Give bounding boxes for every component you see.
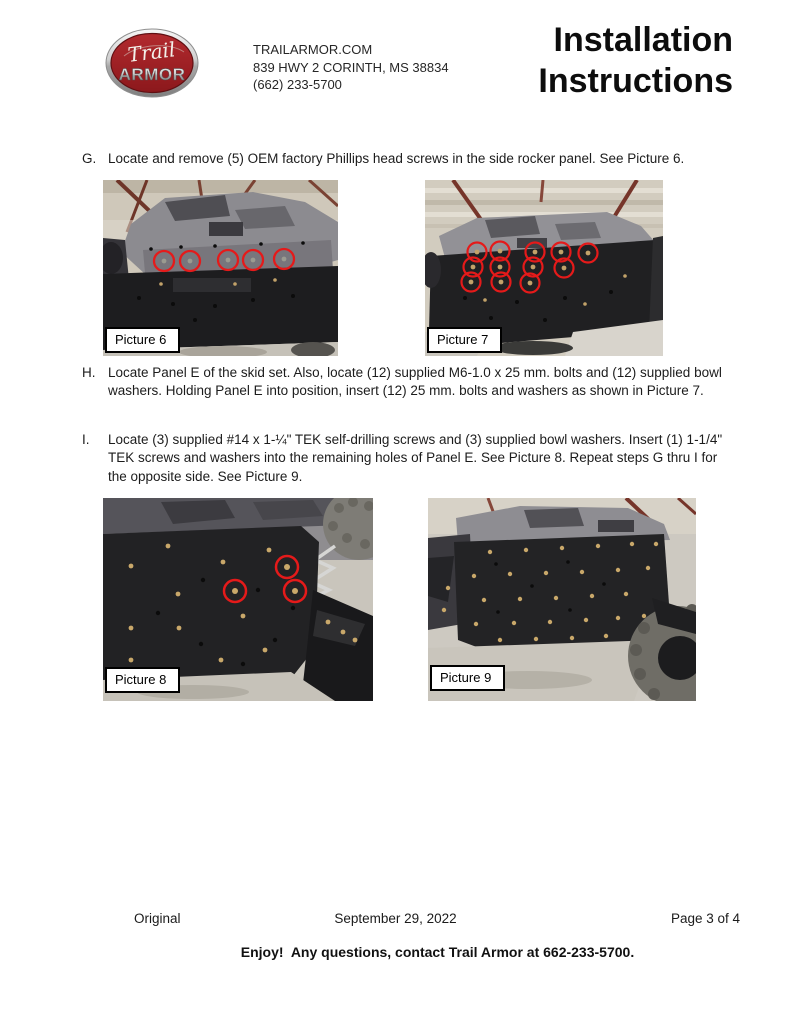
trail-armor-logo-icon — [104, 26, 200, 100]
picture-8-label: Picture 8 — [105, 667, 180, 693]
step-i — [82, 431, 734, 486]
company-contact-block — [253, 41, 449, 94]
step-g — [82, 150, 734, 168]
step-g-text: Locate and remove (5) OEM factory Phillips head screws in the side rocker panel. See Picture 6. — [108, 151, 685, 166]
footer-version: Original — [134, 911, 181, 926]
picture-6-label: Picture 6 — [105, 327, 180, 353]
picture-8-figure — [103, 498, 373, 701]
step-i-letter: I. — [82, 432, 90, 447]
footer-page-number: Page 3 of 4 — [670, 911, 740, 926]
page-title-line1: Installation — [553, 21, 733, 59]
logo-main-text: ARMOR — [118, 65, 186, 84]
picture-6-figure — [103, 180, 338, 356]
picture-7-figure — [425, 180, 663, 356]
company-address: 839 HWY 2 CORINTH, MS 38834 — [253, 59, 449, 75]
step-g-letter: G. — [82, 151, 97, 166]
picture-9-figure — [428, 498, 696, 701]
logo-script-text: Trail — [126, 37, 177, 67]
step-h — [82, 364, 734, 401]
step-h-letter: H. — [82, 365, 96, 380]
company-phone: (662) 233-5700 — [253, 77, 342, 92]
trail-armor-logo — [104, 26, 200, 100]
picture-9-label: Picture 9 — [430, 665, 505, 691]
page-title-line2: Instructions — [538, 62, 733, 100]
page-title — [538, 20, 733, 102]
step-h-text: Locate Panel E of the skid set. Also, locate (12) supplied M6-1.0 x 25 mm. bolts and (12) supplied bowl washers. Holding Panel E into position, insert (12) 25 mm. bolts and washers as shown in Picture 7. — [108, 365, 722, 399]
step-i-text: Locate (3) supplied #14 x 1-¼" TEK self-drilling screws and (3) supplied bowl washers. Insert (1) 1-1/4" TEK screws and washers into the remaining holes of Panel E. See Picture 8. Repeat steps G thru I for the opposite side. See Picture 9. — [108, 432, 723, 484]
picture-7-label: Picture 7 — [427, 327, 502, 353]
footer-date: September 29, 2022 — [334, 911, 457, 926]
company-website: TRAILARMOR.COM — [253, 42, 373, 57]
footer-contact-note: Enjoy! Any questions, contact Trail Armor at 662-233-5700. — [240, 944, 635, 960]
